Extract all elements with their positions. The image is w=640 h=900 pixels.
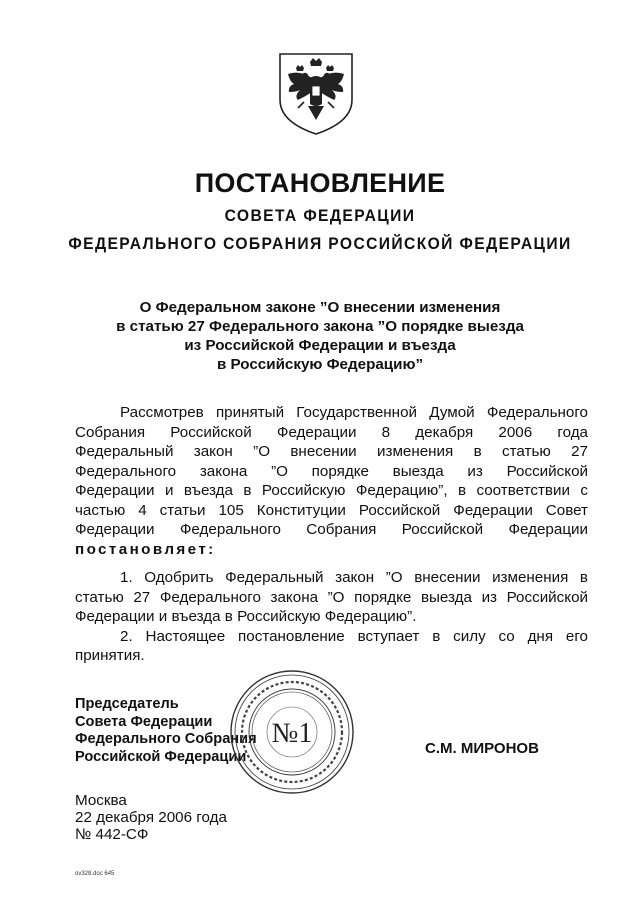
subject-line: из Российской Федерации и въезда (184, 337, 456, 354)
preamble-line: Федеральный закон ”О внесении изменения в статью 27 (75, 443, 588, 460)
preamble-line: Собрания Российской Федерации 8 декабря 2006 года (75, 423, 588, 441)
city: Москва (75, 792, 127, 809)
document-number: № 442-СФ (75, 826, 149, 843)
preamble-line: Федерального закона ”О порядке выезда из Российской (75, 462, 588, 480)
subject-line: в статью 27 Федерального закона ”О порядке выезда (116, 318, 524, 335)
official-seal-stamp (228, 668, 356, 796)
signer-position-line: Председатель (75, 696, 179, 712)
issuer-council: СОВЕТА ФЕДЕРАЦИИ (224, 206, 416, 225)
item-line: принятия. (75, 647, 145, 664)
item-line: 2. Настоящее постановление вступает в силу со дня его (120, 627, 588, 645)
issuer-assembly: ФЕДЕРАЛЬНОГО СОБРАНИЯ РОССИЙСКОЙ ФЕДЕРАЦИИ (68, 234, 572, 253)
document-title: ПОСТАНОВЛЕНИЕ (194, 168, 446, 198)
signer-position-line: Совета Федерации (75, 713, 213, 730)
preamble-line: Федерации Федерального Собрания Российской Федерации (75, 521, 588, 538)
seal-number: №1 (271, 718, 313, 749)
signer-name: С.М. МИРОНОВ (425, 740, 539, 757)
file-reference: ov328.doc 645 (75, 871, 115, 877)
signer-position-line: Российской Федерации (75, 748, 247, 765)
preamble-line: Рассмотрев принятый Государственной Думой Федерального (120, 404, 588, 421)
subject-line: в Российскую Федерацию” (216, 356, 424, 373)
preamble-paragraph (75, 403, 588, 559)
item-line: статью 27 Федерального закона ”О порядке выезда из Российской (75, 588, 588, 606)
place-date-block (75, 792, 227, 843)
preamble-line: Федерации и въезда в Российскую Федерацию”, в соответствии с (75, 482, 588, 499)
document-date: 22 декабря 2006 года (75, 809, 227, 826)
signer-position-line: Федерального Собрания (75, 731, 257, 747)
subject-line: О Федеральном законе ”О внесении изменения (139, 299, 501, 316)
item-line: Федерации и въезда в Российскую Федерацию”. (75, 608, 417, 625)
item-line: 1. Одобрить Федеральный закон ”О внесении изменения в (120, 569, 588, 586)
coat-of-arms-emblem (274, 48, 358, 136)
resolves-word: постановляет: (75, 540, 216, 558)
document-subject (60, 298, 580, 374)
resolution-items (75, 568, 588, 666)
preamble-line: частью 4 статьи 105 Конституции Российской Федерации Совет (75, 501, 588, 519)
